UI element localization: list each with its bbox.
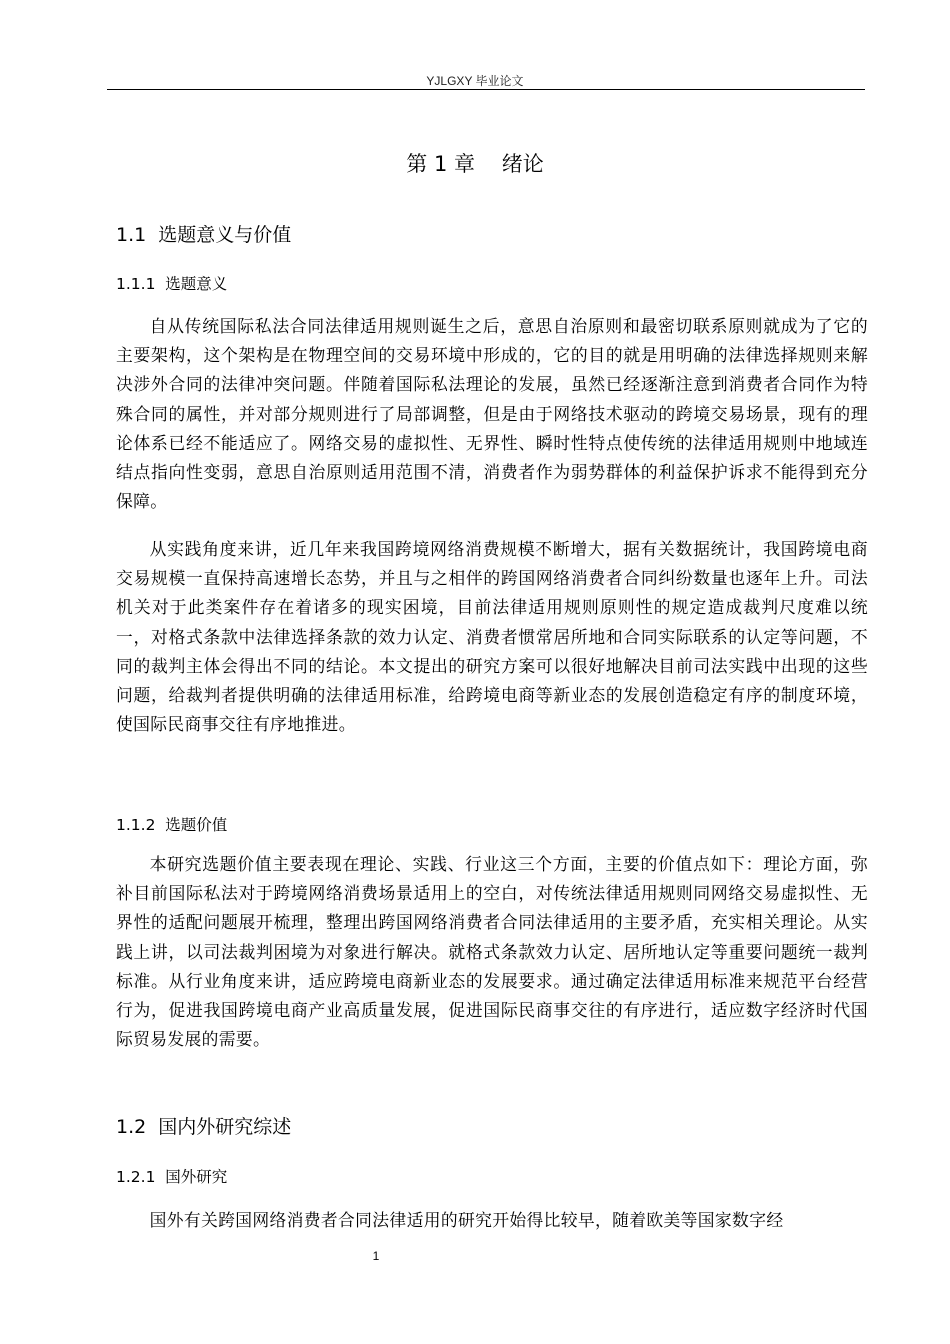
paragraph-1-1-2: 本研究选题价值主要表现在理论、实践、行业这三个方面，主要的价值点如下：理论方面，弥补目前国际私法对于跨境网络消费场景适用上的空白，对传统法律适用规则同网络交易虚拟性、无界性的适配问题展开梳理，整理出跨国网络消费者合同法律适用的主要矛盾，充实相关理论。从实践上讲，以司法裁判困境为对象进行解决。就格式条款效力认定、居所地认定等重要问题统一裁判标准。从行业角度来讲，适应跨境电商新业态的发展要求。通过确定法律适用标准来规范平台经营行为，促进我国跨境电商产业高质量发展，促进国际民商事交往的有序进行，适应数字经济时代国际贸易发展的需要。 xyxy=(116,854,868,1050)
section-heading-1-1: 1.1 选题意义与价值 xyxy=(116,224,292,246)
paragraph-1-1-1-b: 从实践角度来讲，近几年来我国跨境网络消费规模不断增大，据有关数据统计，我国跨境电商交易规模一直保持高速增长态势，并且与之相伴的跨国网络消费者合同纠纷数量也逐年上升。司法机关对于此类案件存在着诸多的现实困境，目前法律适用规则原则性的规定造成裁判尺度难以统一，对格式条款中法律选择条款的效力认定、消费者惯常居所地和合同实际联系的认定等问题，不同的裁判主体会得出不同的结论。本文提出的研究方案可以很好地解决目前司法实践中出现的这些问题，给裁判者提供明确的法律适用标准，给跨境电商等新业态的发展创造稳定有序的制度环境，使国际民商事交往有序地推进。 xyxy=(116,539,868,735)
header-rule xyxy=(107,89,865,90)
running-header: YJLGXY 毕业论文 xyxy=(426,74,524,88)
chapter-title: 第 1 章 绪论 xyxy=(406,152,544,176)
section-heading-1-1-1: 1.1.1 选题意义 xyxy=(116,275,228,293)
section-heading-1-1-2: 1.1.2 选题价值 xyxy=(116,816,228,834)
page-number: 1 xyxy=(372,1249,380,1263)
section-heading-1-2-1: 1.2.1 国外研究 xyxy=(116,1168,228,1186)
section-heading-1-2: 1.2 国内外研究综述 xyxy=(116,1116,292,1138)
paragraph-1-1-1-a: 自从传统国际私法合同法律适用规则诞生之后，意思自治原则和最密切联系原则就成为了它的主要架构，这个架构是在物理空间的交易环境中形成的，它的目的就是用明确的法律选择规则来解决涉外合同的法律冲突问题。伴随着国际私法理论的发展，虽然已经逐渐注意到消费者合同作为特殊合同的属性，并对部分规则进行了局部调整，但是由于网络技术驱动的跨境交易场景，现有的理论体系已经不能适应了。网络交易的虚拟性、无界性、瞬时性特点使传统的法律适用规则中地域连结点指向性变弱，意思自治原则适用范围不清，消费者作为弱势群体的利益保护诉求不能得到充分保障。 xyxy=(116,316,868,512)
paragraph-1-2-1: 国外有关跨国网络消费者合同法律适用的研究开始得比较早，随着欧美等国家数字经 xyxy=(149,1210,784,1230)
